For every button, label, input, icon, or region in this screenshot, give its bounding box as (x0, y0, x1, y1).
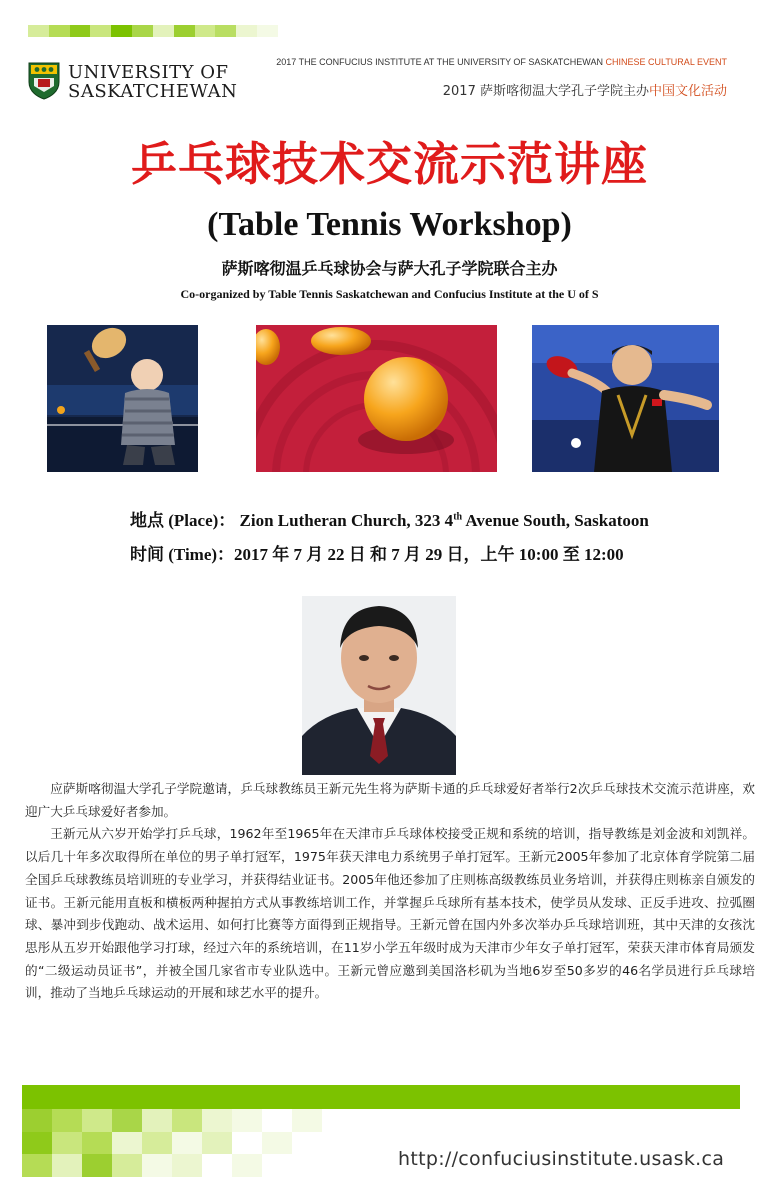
university-logo (28, 62, 238, 102)
university-crest-icon (28, 62, 60, 100)
event-caption-en (276, 57, 727, 67)
event-time (130, 540, 624, 565)
place-value-sup: th (453, 511, 463, 523)
event-caption-zh-highlight: 中国文化活动 (648, 84, 727, 99)
description-paragraph-2: 王新元从六岁开始学打乒乓球，1962年至1965年在天津市乒乓球体校接受正规和系统的培训，指导教练是刘金波和刘凯祥。以后几十年多次取得所在单位的男子单打冠军，1975年获天津电力系统男子单打冠军。王新元2005年参加了北京体育学院第二届全国乒乓球教练员培训班的专业学习，并获得结业证书。2005年他还参加了庄则栋高级教练员业务培训，并获得庄则栋亲自颁发的证书。王新元能用直板和横板两种握拍方式从事教练培训工作，并掌握乒乓球所有基本技术，使学员从发球、正反手进攻、拉弧圈球、暴冲到步伐跑动、战术运用、如何打比赛等方面得到正规指导。王新元曾在国内外多次举办乒乓球培训班，其中天津的女孩沈思彤从五岁开始跟他学习打球，经过六年的系统培训，在11岁小学五年级时成为天津市少年女子单打冠军，荣获天津市体育局颁发的“二级运动员证书”，并被全国几家省市专业队选中。王新元曾应邀到美国洛杉矶为当地6岁至50多岁的46名学员进行乒乓球培训，推动了当地乒乓球运动的开展和球艺水平的提升。 (25, 826, 755, 1001)
coorganizer-english: Co-organized by Table Tennis Saskatchewan and Confucius Institute at the U of S (180, 287, 599, 301)
time-value: 2017 年 7 月 22 日 和 7 月 29 日，上午 10:00 至 12:00 (234, 545, 624, 564)
child-with-paddle-photo (47, 325, 198, 472)
event-caption-en-highlight: CHINESE CULTURAL EVENT (605, 57, 727, 67)
footer-pixel-mosaic (22, 1109, 382, 1177)
coorganizer-chinese: 萨斯喀彻温乒乓球协会与萨大孔子学院联合主办 (221, 259, 558, 278)
orange-balls-on-paddle-photo (256, 325, 497, 472)
event-place (130, 506, 649, 531)
table-tennis-player-photo (532, 325, 719, 472)
university-name-line2: SASKATCHEWAN (68, 81, 238, 102)
workshop-description (25, 778, 755, 1005)
description-paragraph-1: 应萨斯喀彻温大学孔子学院邀请，乒乓球教练员王新元先生将为萨斯卡通的乒乓球爱好者举行2次乒乓球技术交流示范讲座，欢迎广大乒乓球爱好者参加。 (25, 781, 755, 819)
place-value-post: Avenue South, Saskatoon (462, 511, 649, 530)
event-caption-zh-prefix: 2017 萨斯喀彻温大学孔子学院主办 (442, 84, 649, 99)
place-label: 地点 (Place)： (130, 511, 236, 530)
coach-portrait-photo (302, 596, 456, 775)
institute-url-link[interactable]: http://confuciusinstitute.usask.ca (398, 1148, 725, 1170)
university-name-line1: UNIVERSITY OF (68, 62, 229, 83)
title-chinese: 乒乓球技术交流示范讲座 (131, 137, 648, 191)
footer-green-band (22, 1085, 740, 1109)
event-caption-zh (443, 80, 727, 99)
title-english: (Table Tennis Workshop) (207, 206, 572, 243)
decorative-pixel-strip (28, 25, 278, 37)
place-value-pre: Zion Lutheran Church, 323 4 (239, 511, 454, 530)
event-caption-en-prefix: 2017 THE CONFUCIUS INSTITUTE AT THE UNIVERSITY OF SASKATCHEWAN (276, 57, 603, 67)
time-label: 时间 (Time)： (130, 545, 235, 564)
